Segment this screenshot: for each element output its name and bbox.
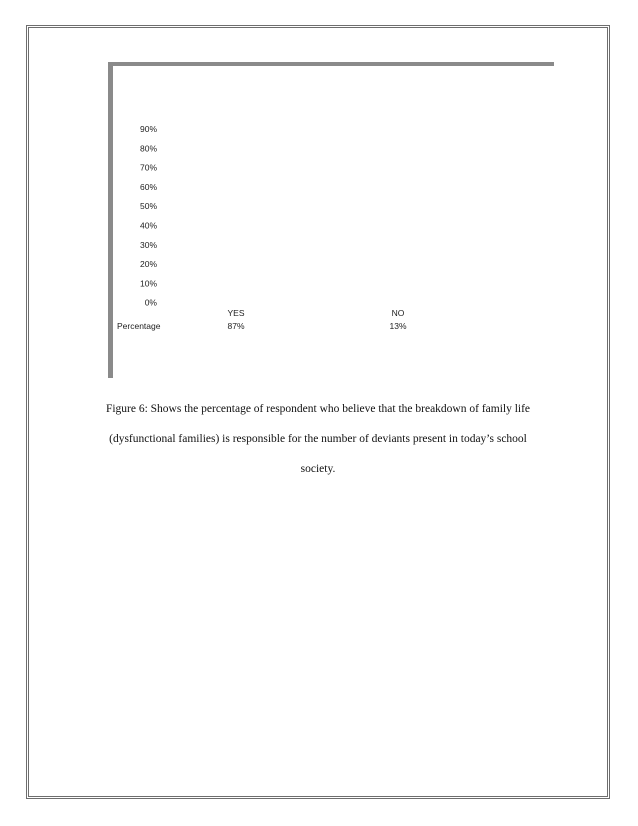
chart: [108, 62, 554, 378]
y-tick-label: 60%: [139, 181, 157, 192]
y-tick-label: 50%: [139, 201, 157, 212]
y-tick-label: 70%: [139, 162, 157, 173]
y-tick-label: 0%: [144, 297, 157, 308]
y-tick-label: 20%: [139, 259, 157, 270]
figure-caption-line-2: (dysfunctional families) is responsible for the number of deviants present in today’s school: [109, 433, 527, 445]
y-tick-label: 10%: [139, 278, 157, 289]
value-label-no: 13%: [389, 321, 407, 331]
chart-svg: [108, 62, 554, 378]
value-label-yes: 87%: [227, 321, 245, 331]
series-label-percentage: Percentage: [117, 321, 161, 331]
figure-caption-line-3: society.: [300, 463, 336, 475]
category-label-no: NO: [391, 308, 405, 318]
figure-caption-line-1: Figure 6: Shows the percentage of respondent who believe that the breakdown of family life: [105, 403, 531, 415]
y-tick-label: 80%: [139, 143, 157, 154]
y-tick-label: 90%: [139, 124, 157, 134]
y-tick-label: 40%: [139, 220, 157, 231]
y-tick-label: 30%: [139, 239, 157, 250]
category-label-yes: YES: [227, 308, 245, 318]
